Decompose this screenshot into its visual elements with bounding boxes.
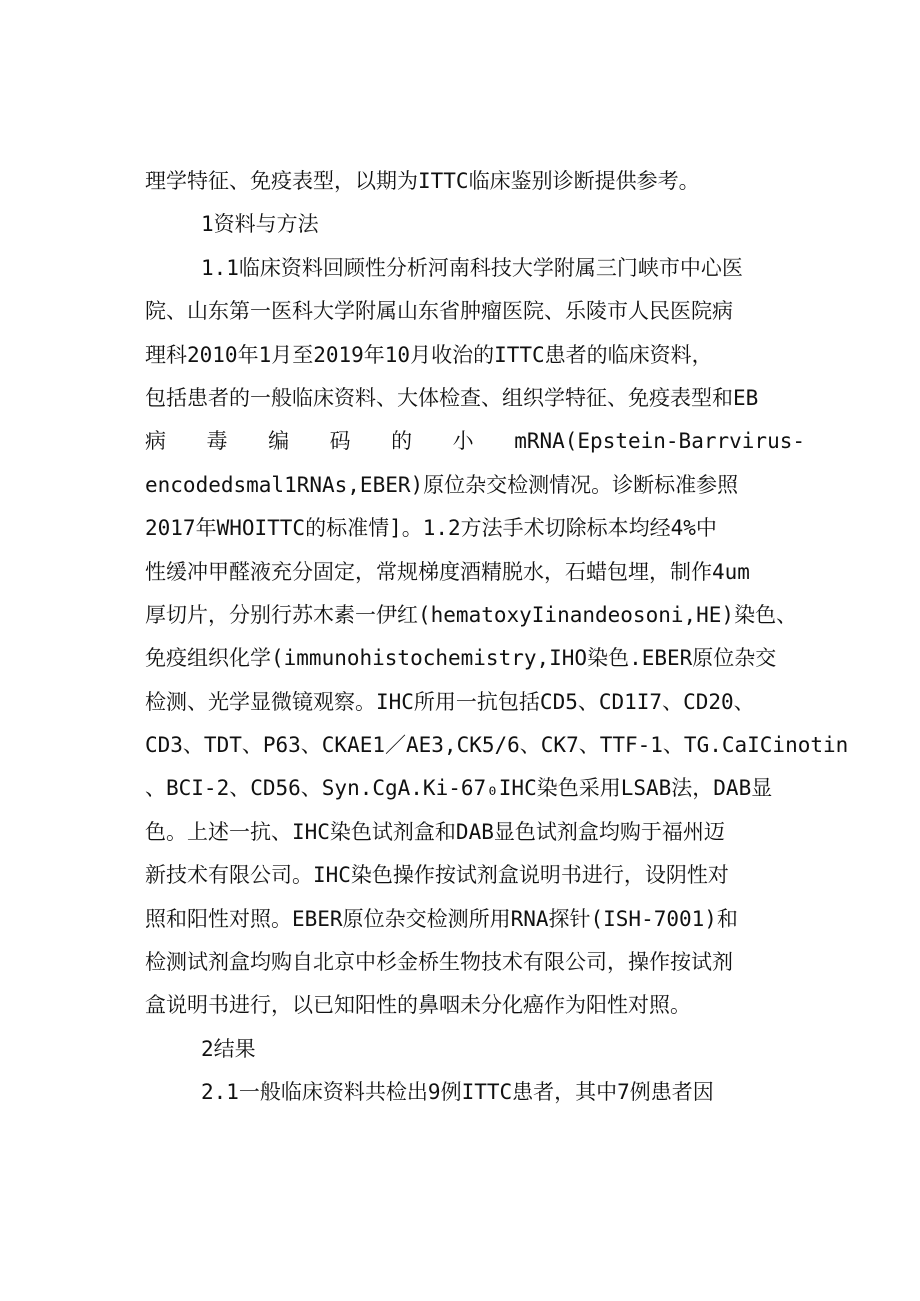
text-line: 色。上述一抗、IHC染色试剂盒和DAB显色试剂盒均购于福州迈 [145, 819, 725, 844]
text-line: 2.1一般临床资料共检出9例ITTC患者，其中7例患者因 [201, 1080, 714, 1105]
text-line: encodedsmal1RNAs,EBER)原位杂交检测情况。诊断标准参照 [145, 472, 739, 497]
text-line: 免疫组织化学(immunohistochemistry,IHO染色.EBER原位杂交 [145, 646, 777, 671]
text-line: 1.1临床资料回顾性分析河南科技大学附属三门峡市中心医 [201, 255, 743, 280]
section-heading: 2结果 [201, 1036, 256, 1061]
text-line: 病 毒 编 码 的 小 mRNA(Epstein-Barrvirus- [145, 429, 805, 454]
text-line: 理学特征、免疫表型，以期为ITTC临床鉴别诊断提供参考。 [145, 169, 700, 193]
text-line: 照和阳性对照。EBER原位杂交检测所用RNA探针(ISH-7001)和 [145, 906, 738, 931]
text-line: 2017年WHOITTC的标准情]。1.2方法手术切除标本均经4%中 [145, 516, 717, 541]
text-line: 检测试剂盒均购自北京中杉金桥生物技术有限公司，操作按试剂 [145, 950, 733, 975]
body-text [145, 160, 849, 1115]
text-line: 厚切片，分别行苏木素一伊红(hematoxyIinandeosoni,HE)染色、 [145, 602, 798, 627]
text-line: 理科2010年1月至2019年10月收治的ITTC患者的临床资料， [145, 342, 713, 367]
text-line: CD3、TDT、P63、CKAE1／AE3,CK5/6、CK7、TTF-1、TG.CaICinotin [145, 733, 849, 758]
text-line: 性缓冲甲醛液充分固定，常规梯度酒精脱水，石蜡包埋，制作4um [145, 559, 750, 584]
text-line: 包括患者的一般临床资料、大体检查、组织学特征、免疫表型和EB [145, 385, 759, 410]
text-line: 、BCI-2、CD56、Syn.CgA.Ki-67₀IHC染色采用LSAB法，DAB显 [145, 776, 773, 801]
text-line: 检测、光学显微镜观察。IHC所用一抗包括CD5、CD1I7、CD20、 [145, 689, 755, 714]
text-line: 盒说明书进行，以已知阳性的鼻咽未分化癌作为阳性对照。 [145, 993, 691, 1018]
text-line: 院、山东第一医科大学附属山东省肿瘤医院、乐陵市人民医院病 [145, 299, 733, 324]
section-heading: 1资料与方法 [201, 212, 319, 237]
text-line: 新技术有限公司。IHC染色操作按试剂盒说明书进行，设阴性对 [145, 863, 729, 888]
